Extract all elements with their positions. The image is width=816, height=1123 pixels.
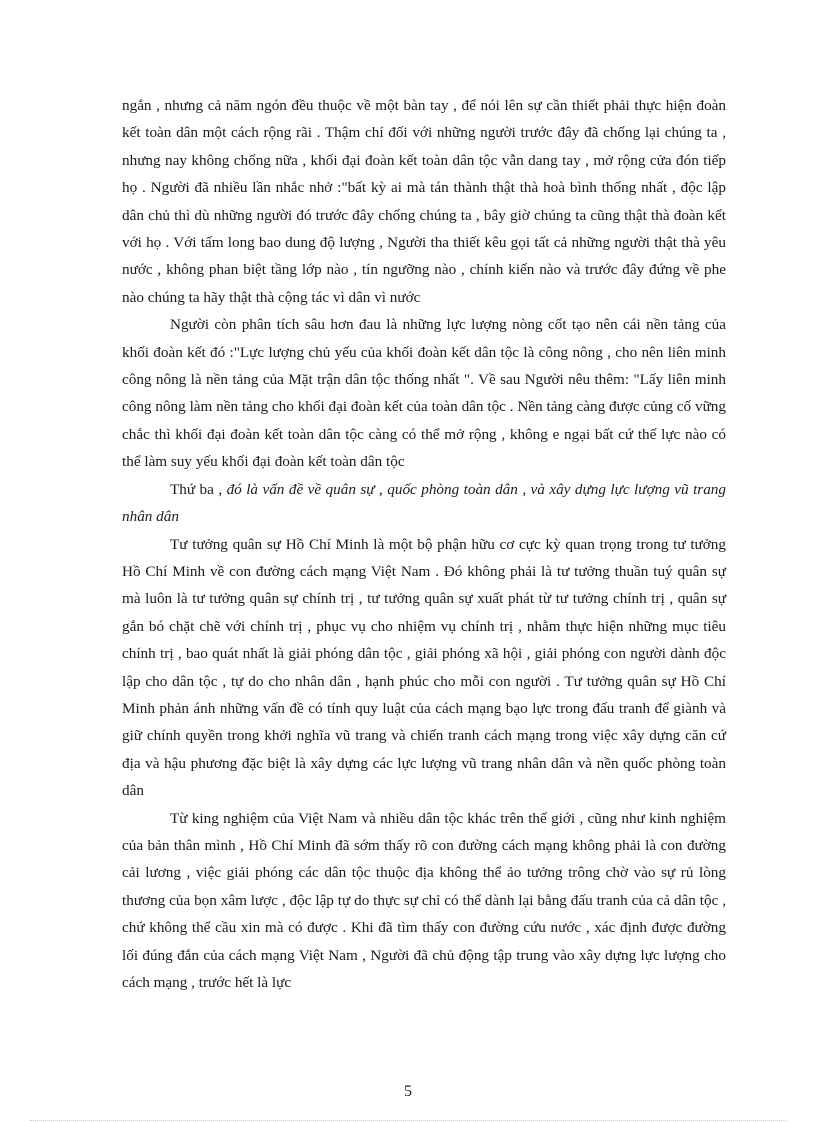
paragraph-5: Từ king nghiệm của Việt Nam và nhiều dân tộc khác trên thế giới , cũng như kinh nghiệm của bản thân mình , Hồ Chí Minh đã sớm thấy rõ con đường cách mạng không phải là con đường cải lương , việc giải phóng các dân tộc thuộc địa không thể ảo tưởng trông chờ vào sự rủ lòng thương của bọn xâm lược , độc lập tự do thực sự chỉ có thể dành lại bằng đấu tranh của cả dân tộc , chứ không thể cầu xin mà có được . Khi đã tìm thấy con đường cứu nước , xác định được đường lối đúng đắn của cách mạng Việt Nam , Người đã chủ động tập trung vào xây dựng lực lượng cho cách mạng , trước hết là lực bbox=[122, 809, 726, 991]
paragraph-3-heading bbox=[122, 476, 726, 531]
paragraph-4: Tư tưởng quân sự Hồ Chí Minh là một bộ phận hữu cơ cực kỳ quan trọng trong tư tưởng Hồ Chí Minh về con đường cách mạng Việt Nam . Đó không phải là tư tưởng thuần tuý quân sự mà luôn là tư tưởng quân sự chính trị , tư tưởng quân sự xuất phát từ tư tưởng chính trị , quân sự gắn bó chặt chẽ với chính trị , phục vụ cho nhiệm vụ chính trị , nhằm thực hiện những mục tiêu chính trị , bao quát nhất là giải phóng dân tộc , giải phóng xã hội , giải phóng con người dành độc lập cho dân tộc , tự do cho nhân dân , hạnh phúc cho mỗi con người . Tư tưởng quân sự Hồ Chí Minh phản ánh những vấn đề có tính quy luật của cách mạng bạo lực trong đấu tranh để giành và giữ chính quyền trong khởi nghĩa vũ trang và chiến tranh cách mạng trong việc xây dựng căn cứ địa và hậu phương đặc biệt là xây dựng các lực lượng vũ trang nhân dân và nền quốc phòng toàn dân bbox=[122, 535, 726, 800]
page-bottom-divider bbox=[30, 1120, 786, 1121]
paragraph-3-italic: đó là vấn đề về quân sự , quốc phòng toàn dân , và xây dựng lực lượng vũ trang nhân dân bbox=[122, 480, 726, 526]
page-number: 5 bbox=[404, 1083, 412, 1100]
document-page bbox=[122, 92, 726, 996]
paragraph-2: Người còn phân tích sâu hơn đau là những lực lượng nòng cốt tạo nên cái nền tảng của khối đoàn kết đó :"Lực lượng chủ yếu của khối đoàn kết dân tộc là công nông , cho nên liên minh công nông là nền tảng của Mặt trận dân tộc thống nhất ". Về sau Người nêu thêm: "Lấy liên minh công nông làm nền tảng cho khối đại đoàn kết của toàn dân tộc . Nền tảng càng được củng cố vững chắc thì khối đại đoàn kết toàn dân tộc càng có thể mở rộng , không e ngại bất cứ thế lực nào có thể làm suy yếu khối đại đoàn kết toàn dân tộc bbox=[122, 316, 726, 471]
paragraph-1: ngắn , nhưng cả năm ngón đều thuộc về một bàn tay , để nói lên sự cần thiết phải thực hiện đoàn kết toàn dân một cách rộng rãi . Thậm chí đối với những người trước đây đã chống lại chúng ta , nhưng nay không chống nữa , khối đại đoàn kết toàn dân tộc vẫn dang tay , mở rộng cửa đón tiếp họ . Người đã nhiều lần nhắc nhở :"bất kỳ ai mà tán thành thật thà hoà bình thống nhất , độc lập dân chủ thì dù những người đó trước đây chống chúng ta , bây giờ chúng ta cũng thật thà đoàn kết với họ . Với tấm long bao dung độ lượng , Người tha thiết kêu gọi tất cả những người thật thà yêu nước , không phan biệt tầng lớp nào , tín ngưỡng nào , chính kiến nào và trước đây đứng về phe nào chúng ta hãy thật thà cộng tác vì dân vì nước bbox=[122, 97, 726, 306]
paragraph-3-lead: Thứ ba , bbox=[170, 480, 227, 498]
